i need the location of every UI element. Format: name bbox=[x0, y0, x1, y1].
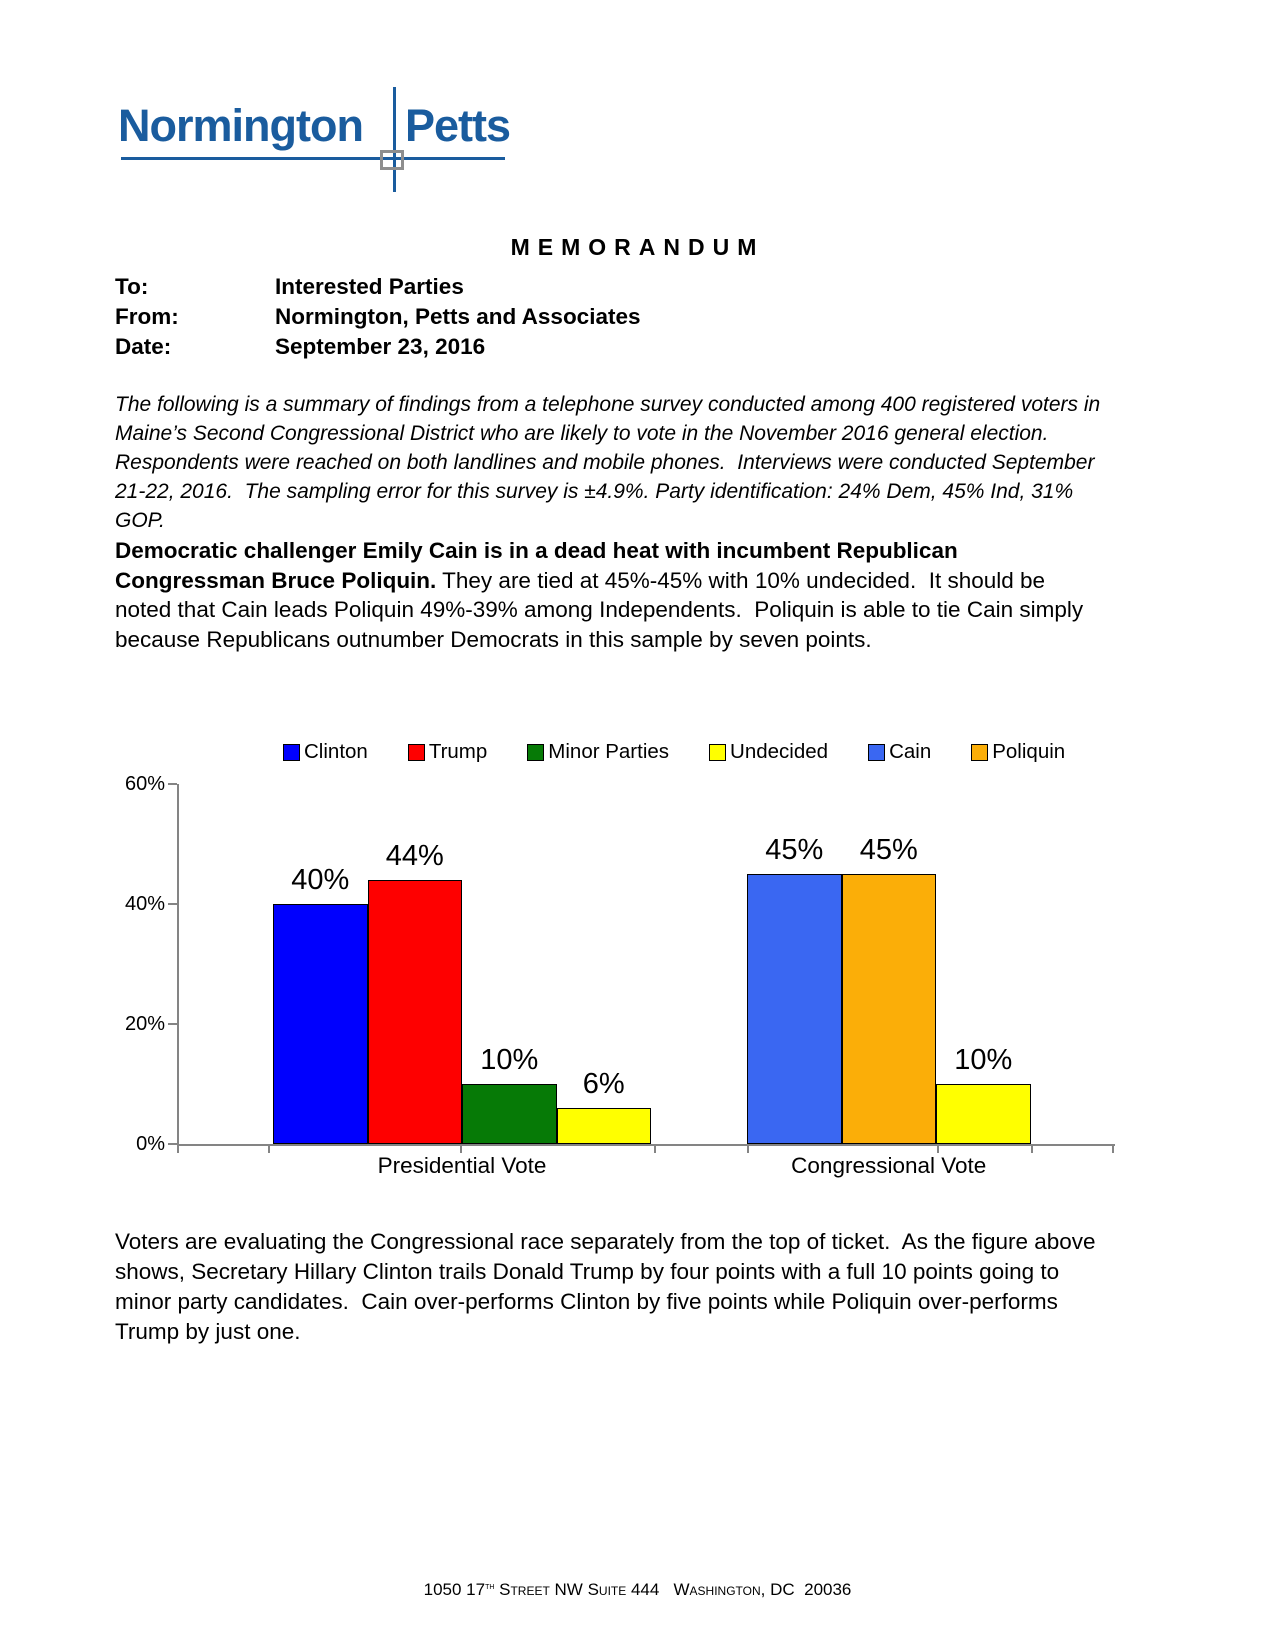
field-date-label: Date: bbox=[115, 334, 172, 359]
legend-swatch-icon bbox=[283, 744, 300, 761]
category-label-congressional-vote: Congressional Vote bbox=[791, 1153, 987, 1178]
vote-bar-chart bbox=[0, 700, 1275, 1220]
bar-value-label: 10% bbox=[480, 1044, 539, 1076]
key-finding-paragraph bbox=[115, 536, 1100, 654]
y-axis-tick bbox=[168, 783, 177, 785]
y-axis-tick bbox=[168, 1143, 177, 1145]
bar-value-label: 45% bbox=[765, 834, 824, 866]
legend-label: Clinton bbox=[304, 740, 368, 763]
footer-address bbox=[0, 1580, 1275, 1600]
y-axis-tick bbox=[168, 903, 177, 905]
y-axis-tick-label: 40% bbox=[124, 893, 165, 915]
legend-item-trump bbox=[408, 740, 487, 764]
bar-cain bbox=[747, 874, 842, 1144]
bar-value-label: 40% bbox=[291, 864, 350, 896]
x-axis-tick bbox=[460, 1146, 462, 1153]
legend-label: Trump bbox=[428, 740, 488, 763]
legend-item-poliquin bbox=[971, 740, 1065, 764]
y-axis-tick-label: 0% bbox=[136, 1133, 165, 1155]
category-label-presidential-vote: Presidential Vote bbox=[377, 1153, 547, 1178]
legend-item-cain bbox=[868, 740, 931, 764]
x-axis-tick bbox=[177, 1146, 179, 1153]
field-to-value: Interested Parties bbox=[275, 274, 464, 299]
key-finding-bold-text: Democratic challenger Emily Cain is in a dead heat with incumbent Republican Congressman Bruce Poliquin. bbox=[115, 538, 964, 593]
field-from-label: From: bbox=[115, 304, 179, 329]
y-axis-tick-label: 20% bbox=[124, 1013, 165, 1035]
legend-swatch-icon bbox=[527, 744, 544, 761]
footer-address-post: Street NW Suite 444 Washington, DC 20036 bbox=[494, 1580, 852, 1599]
logo-word-petts: Petts bbox=[405, 100, 511, 151]
logo-crosshair-box-icon bbox=[380, 150, 404, 170]
legend-label: Undecided bbox=[730, 740, 829, 763]
x-axis-line bbox=[177, 1144, 1115, 1146]
bar-clinton bbox=[273, 904, 368, 1144]
legend-label: Minor Parties bbox=[548, 740, 670, 763]
x-axis-tick bbox=[747, 1146, 749, 1153]
memo-title: MEMORANDUM bbox=[510, 234, 765, 260]
legend-item-undecided bbox=[709, 740, 828, 764]
bar-value-label: 10% bbox=[954, 1044, 1013, 1076]
key-finding-rest-text: They are tied at 45%-45% with 10% undecided. It should be noted that Cain leads Poliquin 49%-39% among Independents. Poliquin is able to tie Cain simply because Republicans outnumber Democrats in this sample by seven points. bbox=[115, 567, 1090, 652]
field-date-value: September 23, 2016 bbox=[275, 334, 486, 359]
chart-legend bbox=[283, 740, 1065, 764]
footer-address-ordinal: th bbox=[485, 1581, 495, 1592]
analysis-paragraph: Voters are evaluating the Congressional race separately from the top of ticket. As the figure above shows, Secretary Hillary Clinton trails Donald Trump by four points with a full 10 points going to minor party candidates. Cain over-performs Clinton by five points while Poliquin over-performs Trump by just one. bbox=[115, 1229, 1102, 1344]
bar-value-label: 6% bbox=[582, 1068, 625, 1100]
y-axis-line bbox=[177, 784, 179, 1146]
methodology-paragraph: The following is a summary of findings from a telephone survey conducted among 400 registered voters in Maine’s Second Congressional District who are likely to vote in the November 2016 general election. Respondents were reached on both landlines and mobile phones. Interviews were conducted September 21-22, 2016. The sampling error for this survey is ±4.9%. Party identification: 24% Dem, 45% Ind, 31% GOP. bbox=[115, 393, 1107, 532]
footer-address-pre: 1050 17 bbox=[423, 1580, 486, 1599]
bar-poliquin bbox=[842, 874, 937, 1144]
field-from bbox=[115, 302, 640, 332]
y-axis-tick bbox=[168, 1023, 177, 1025]
legend-item-minor-parties bbox=[527, 740, 669, 764]
legend-swatch-icon bbox=[971, 744, 988, 761]
logo-word-normington: Normington bbox=[118, 100, 363, 151]
bar-trump bbox=[368, 880, 463, 1144]
field-to bbox=[115, 272, 640, 302]
x-axis-tick bbox=[268, 1146, 270, 1153]
bar-undecided bbox=[557, 1108, 652, 1144]
field-from-value: Normington, Petts and Associates bbox=[275, 304, 641, 329]
x-axis-tick bbox=[937, 1146, 939, 1153]
legend-swatch-icon bbox=[709, 744, 726, 761]
y-axis-tick-label: 60% bbox=[124, 773, 165, 795]
legend-item-clinton bbox=[283, 740, 368, 764]
logo-horizontal-line bbox=[121, 157, 505, 160]
field-date bbox=[115, 332, 640, 362]
legend-swatch-icon bbox=[408, 744, 425, 761]
x-axis-tick bbox=[654, 1146, 656, 1153]
x-axis-tick bbox=[1031, 1146, 1033, 1153]
bar-value-label: 44% bbox=[385, 840, 444, 872]
logo-vertical-line bbox=[393, 87, 396, 192]
bar-undecided bbox=[936, 1084, 1031, 1144]
legend-label: Cain bbox=[889, 740, 932, 763]
field-to-label: To: bbox=[115, 274, 149, 299]
x-axis-tick bbox=[1112, 1146, 1114, 1153]
legend-label: Poliquin bbox=[992, 740, 1066, 763]
legend-swatch-icon bbox=[868, 744, 885, 761]
bar-value-label: 45% bbox=[859, 834, 918, 866]
memo-fields bbox=[115, 272, 640, 362]
